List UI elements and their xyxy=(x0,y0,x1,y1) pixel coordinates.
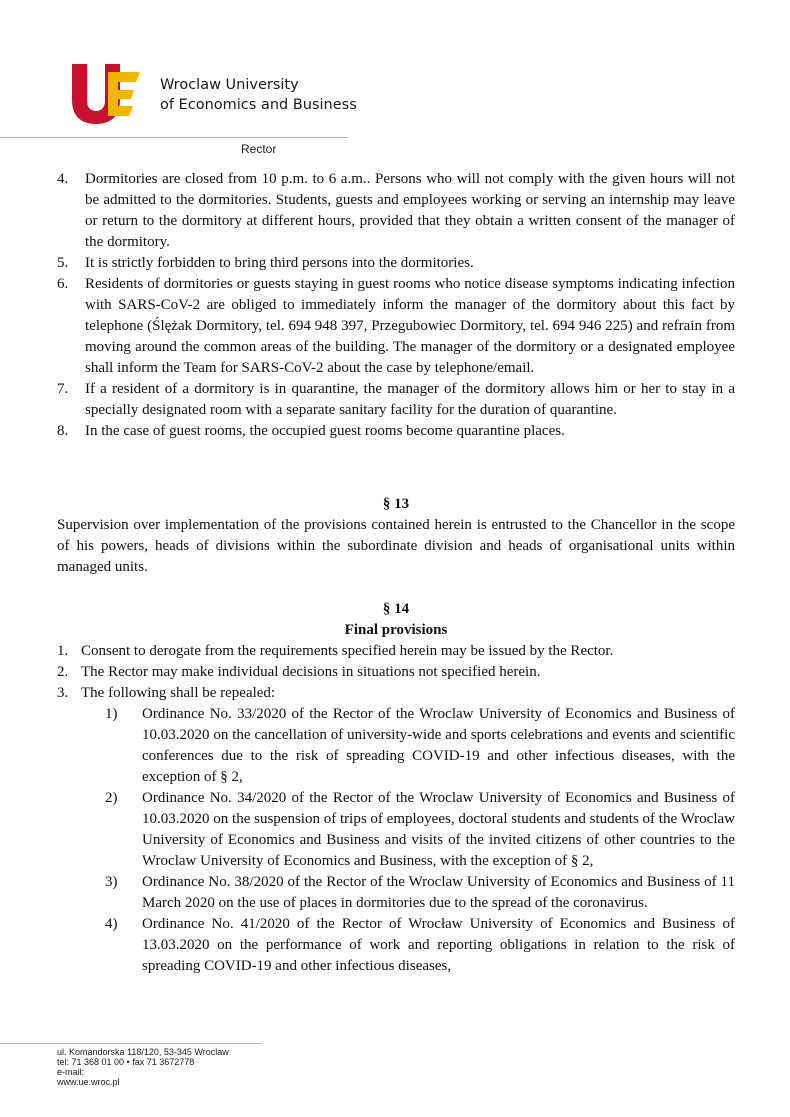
brand-line-1: Wroclaw University xyxy=(160,77,299,93)
office-label: Rector xyxy=(241,142,277,156)
university-name xyxy=(160,75,357,115)
ue-logo xyxy=(70,60,142,126)
spacer xyxy=(57,578,735,599)
footer-website: www.ue.wroc.pl xyxy=(57,1077,120,1087)
final-provisions-list xyxy=(57,641,735,704)
section-13-text: Supervision over implementation of the provisions contained herein is entrusted to the Chancellor in the scope of his powers, heads of divisions within the subordinate division and heads of organisational units within managed units. xyxy=(57,517,735,575)
section-13-heading: § 13 xyxy=(382,496,410,512)
footer-address: ul. Komandorska 118/120, 53-345 Wroclaw xyxy=(57,1047,229,1057)
list-item: 1) Ordinance No. 33/2020 of the Rector of the Wroclaw University of Economics and Business of 10.03.2020 on the cancellation of university-wide and sports celebrations and events and scientific conferences due to the risk of spreading COVID-19 and other infectious diseases, with the exception of § 2, xyxy=(105,706,735,785)
spacer xyxy=(57,442,735,494)
list-item: 3. The following shall be repealed: xyxy=(57,685,276,701)
list-item: 4. Dormitories are closed from 10 p.m. to 6 a.m.. Persons who will not comply with the given hours will not be admitted to the dormitories. Students, guests and employees working or serving an internship may leave or return to the dormitory at different hours, provided that they obtain a written consent of the manager of the dormitory. xyxy=(57,171,735,250)
list-item: 2. The Rector may make individual decisions in situations not specified herein. xyxy=(57,664,541,680)
list-item: 7. If a resident of a dormitory is in quarantine, the manager of the dormitory allows him or her to stay in a specially designated room with a separate sanitary facility for the duration of quarantine. xyxy=(57,381,735,418)
section-14-heading: § 14 xyxy=(382,601,410,617)
footer-divider xyxy=(0,1043,262,1044)
list-item: 6. Residents of dormitories or guests staying in guest rooms who notice disease symptoms indicating infection with SARS-CoV-2 are obliged to immediately inform the manager of the dormitory about this fact by telephone (Ślężak Dormitory, tel. 694 948 397, Przegubowiec Dormitory, tel. 694 946 225) and refrain from moving around the common areas of the building. The manager of the dormitory or a designated employee shall inform the Team for SARS-CoV-2 about the case by telephone/email. xyxy=(57,276,735,376)
repealed-ordinances-list xyxy=(57,704,735,977)
list-item: 2) Ordinance No. 34/2020 of the Rector of the Wroclaw University of Economics and Business of 10.03.2020 on the suspension of trips of employees, doctoral students and students of the Wroclaw University of Economics and Business and visits of the invited citizens of other countries to the Wroclaw University of Economics and Business, with the exception of § 2, xyxy=(105,790,735,869)
header-divider xyxy=(0,137,348,138)
footer-email: e-mail: xyxy=(57,1067,85,1077)
dormitory-rules-list xyxy=(57,169,735,442)
list-item: 5. It is strictly forbidden to bring third persons into the dormitories. xyxy=(57,255,474,271)
footer-contact xyxy=(57,1047,229,1087)
list-item: 1. Consent to derogate from the requirements specified herein may be issued by the Rector. xyxy=(57,643,614,659)
list-item: 8. In the case of guest rooms, the occupied guest rooms become quarantine places. xyxy=(57,423,565,439)
section-14-subheading: Final provisions xyxy=(344,622,448,638)
document-body xyxy=(57,169,735,977)
list-item: 4) Ordinance No. 41/2020 of the Rector of Wrocław University of Economics and Business of 13.03.2020 on the performance of work and reporting obligations in relation to the risk of spreading COVID-19 and other infectious diseases, xyxy=(105,916,735,974)
footer-phone: tel: 71 368 01 00 • fax 71 3672778 xyxy=(57,1057,195,1067)
brand-line-2: of Economics and Business xyxy=(160,97,357,113)
list-item: 3) Ordinance No. 38/2020 of the Rector of the Wroclaw University of Economics and Business of 11 March 2020 on the use of places in dormitories due to the spread of the coronavirus. xyxy=(105,874,735,911)
